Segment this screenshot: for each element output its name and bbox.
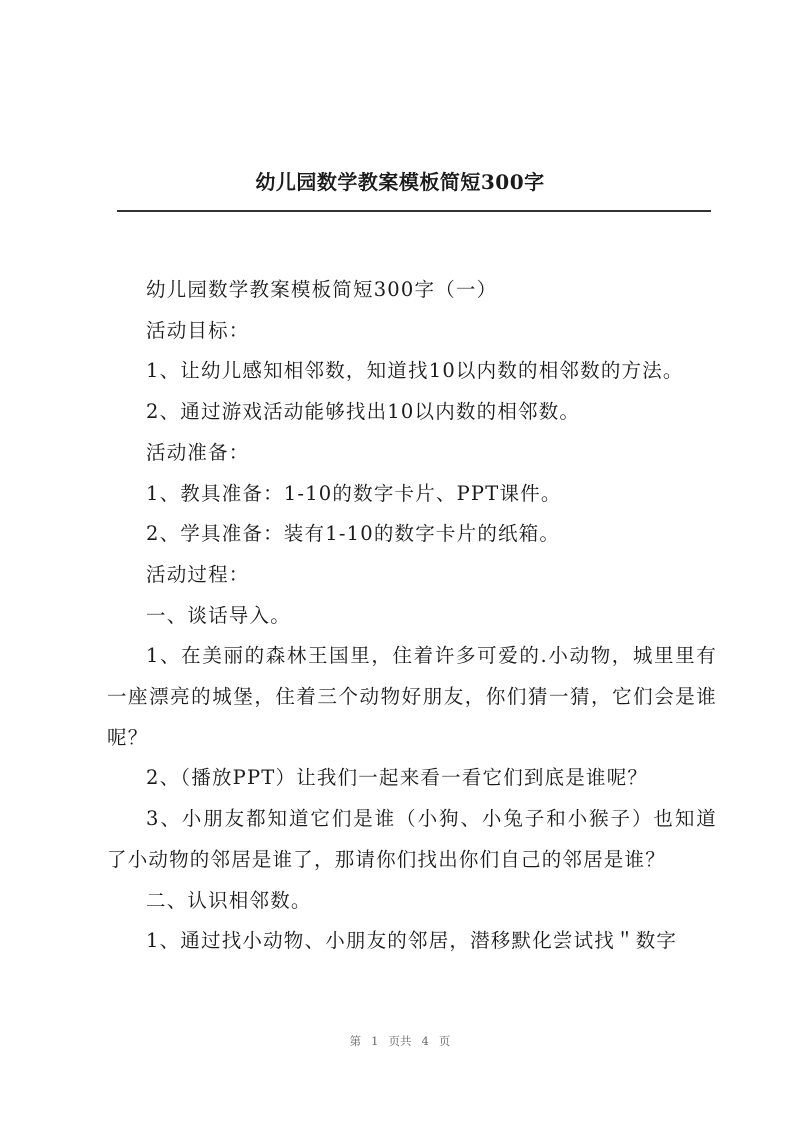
paragraph: 2、学具准备：装有1-10的数字卡片的纸箱。	[146, 522, 561, 546]
paragraph: 3、小朋友都知道它们是谁（小狗、小兔子和小猴子）也知道了小动物的邻居是谁了，那请你们找出你们自己的邻居是谁？	[107, 807, 717, 871]
paragraph: 活动目标：	[146, 318, 250, 342]
title-divider	[117, 210, 711, 212]
footer-prefix: 第	[349, 1034, 362, 1048]
section-heading: 幼儿园数学教案模板简短300字（一）	[146, 278, 498, 301]
paragraph: 活动过程：	[146, 562, 250, 586]
paragraph: 2、通过游戏活动能够找出10以内数的相邻数。	[146, 400, 581, 424]
paragraph: 2、（播放PPT）让我们一起来看一看它们到底是谁呢？	[146, 766, 649, 790]
footer-middle: 页共	[388, 1034, 412, 1048]
page-footer	[0, 1033, 800, 1049]
paragraph: 二、认识相邻数。	[146, 888, 312, 912]
paragraph: 活动准备：	[146, 440, 250, 464]
footer-page-number: 1	[371, 1034, 379, 1048]
footer-total-pages: 4	[421, 1034, 429, 1048]
document-body	[107, 270, 717, 962]
paragraph: 1、教具准备：1-10的数字卡片、PPT课件。	[146, 481, 562, 505]
paragraph: 1、通过找小动物、小朋友的邻居，潜移默化尝试找＂数字	[146, 929, 678, 953]
footer-suffix: 页	[438, 1034, 451, 1048]
paragraph: 1、让幼儿感知相邻数，知道找10以内数的相邻数的方法。	[146, 359, 684, 383]
paragraph: 一、谈话导入。	[146, 603, 291, 627]
paragraph: 1、在美丽的森林王国里，住着许多可爱的.小动物，城里里有一座漂亮的城堡，住着三个动物好朋友，你们猜一猜，它们会是谁呢？	[107, 644, 717, 749]
document-title: 幼儿园数学教案模板简短300字	[255, 170, 545, 194]
